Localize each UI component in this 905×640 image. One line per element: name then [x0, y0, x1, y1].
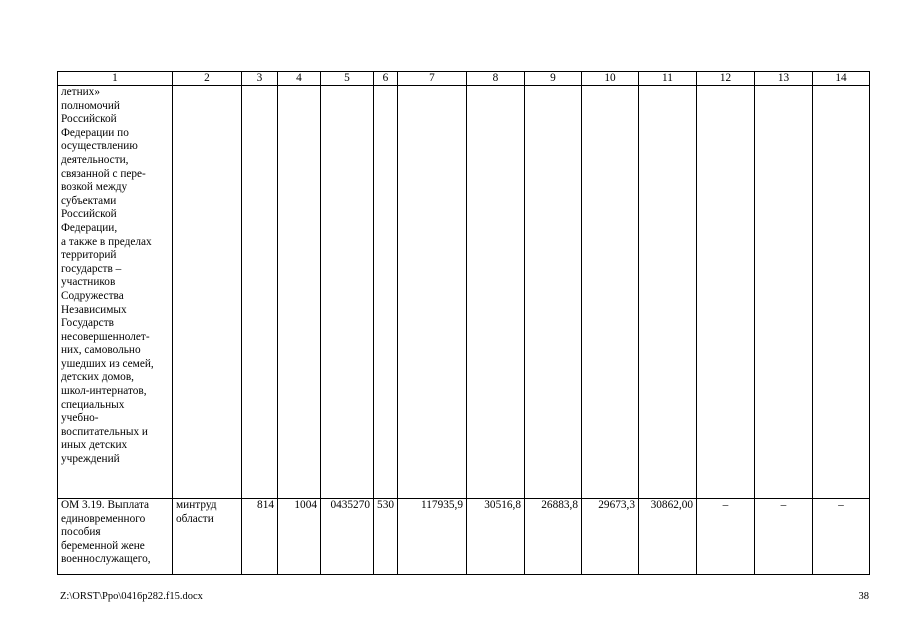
empty-value-dash: –	[755, 499, 813, 575]
target-article-code: 0435270	[321, 499, 374, 575]
continuation-row	[58, 86, 870, 499]
column-number-row	[58, 72, 870, 86]
year-amount: 26883,8	[525, 499, 582, 575]
empty-cell	[525, 86, 582, 499]
column-number-header: 13	[755, 72, 813, 86]
continuation-text: летних» полномочий Российской Федерации по осуществлению деятельности, связанной с пере- возкой между субъектами Российской Федерации, а также в пределах территорий государств – участников Содружества Независимых Государств несовершеннолет- них, самовольно ушедших из семей, детских домов, школ-интернатов, специальных учебно- воспитательных и иных детских учреждений	[61, 86, 154, 466]
table-row	[58, 499, 870, 575]
column-number-header: 3	[242, 72, 278, 86]
total-amount: 117935,9	[398, 499, 467, 575]
empty-value-dash: –	[697, 499, 755, 575]
continuation-cell	[58, 86, 173, 499]
column-number-header: 8	[467, 72, 525, 86]
empty-cell	[398, 86, 467, 499]
empty-cell	[639, 86, 697, 499]
ministry-code: 814	[242, 499, 278, 575]
section-code: 1004	[278, 499, 321, 575]
column-number-header: 4	[278, 72, 321, 86]
column-number-header: 10	[582, 72, 639, 86]
column-number-header: 5	[321, 72, 374, 86]
empty-cell	[242, 86, 278, 499]
executor-cell	[173, 499, 242, 575]
column-number-header: 7	[398, 72, 467, 86]
column-number-header: 6	[374, 72, 398, 86]
column-number-header: 9	[525, 72, 582, 86]
empty-cell	[813, 86, 870, 499]
column-number-header: 1	[58, 72, 173, 86]
measure-name: ОМ 3.19. Выплата единовременного пособия беременной жене военнослужащего,	[61, 499, 151, 566]
empty-cell	[697, 86, 755, 499]
empty-cell	[467, 86, 525, 499]
column-number-header: 11	[639, 72, 697, 86]
column-number-header: 14	[813, 72, 870, 86]
year-amount: 29673,3	[582, 499, 639, 575]
empty-cell	[173, 86, 242, 499]
year-amount: 30516,8	[467, 499, 525, 575]
empty-cell	[278, 86, 321, 499]
empty-cell	[582, 86, 639, 499]
empty-value-dash: –	[813, 499, 870, 575]
executor: минтруд области	[176, 499, 217, 525]
column-number-header: 12	[697, 72, 755, 86]
empty-cell	[374, 86, 398, 499]
empty-cell	[755, 86, 813, 499]
column-number-header: 2	[173, 72, 242, 86]
document-file-path: Z:\ORST\Ppo\0416p282.f15.docx	[60, 591, 203, 602]
measure-name-cell	[58, 499, 173, 575]
page-number: 38	[858, 591, 869, 602]
empty-cell	[321, 86, 374, 499]
expense-type-code: 530	[374, 499, 398, 575]
budget-table	[57, 71, 870, 575]
year-amount: 30862,00	[639, 499, 697, 575]
